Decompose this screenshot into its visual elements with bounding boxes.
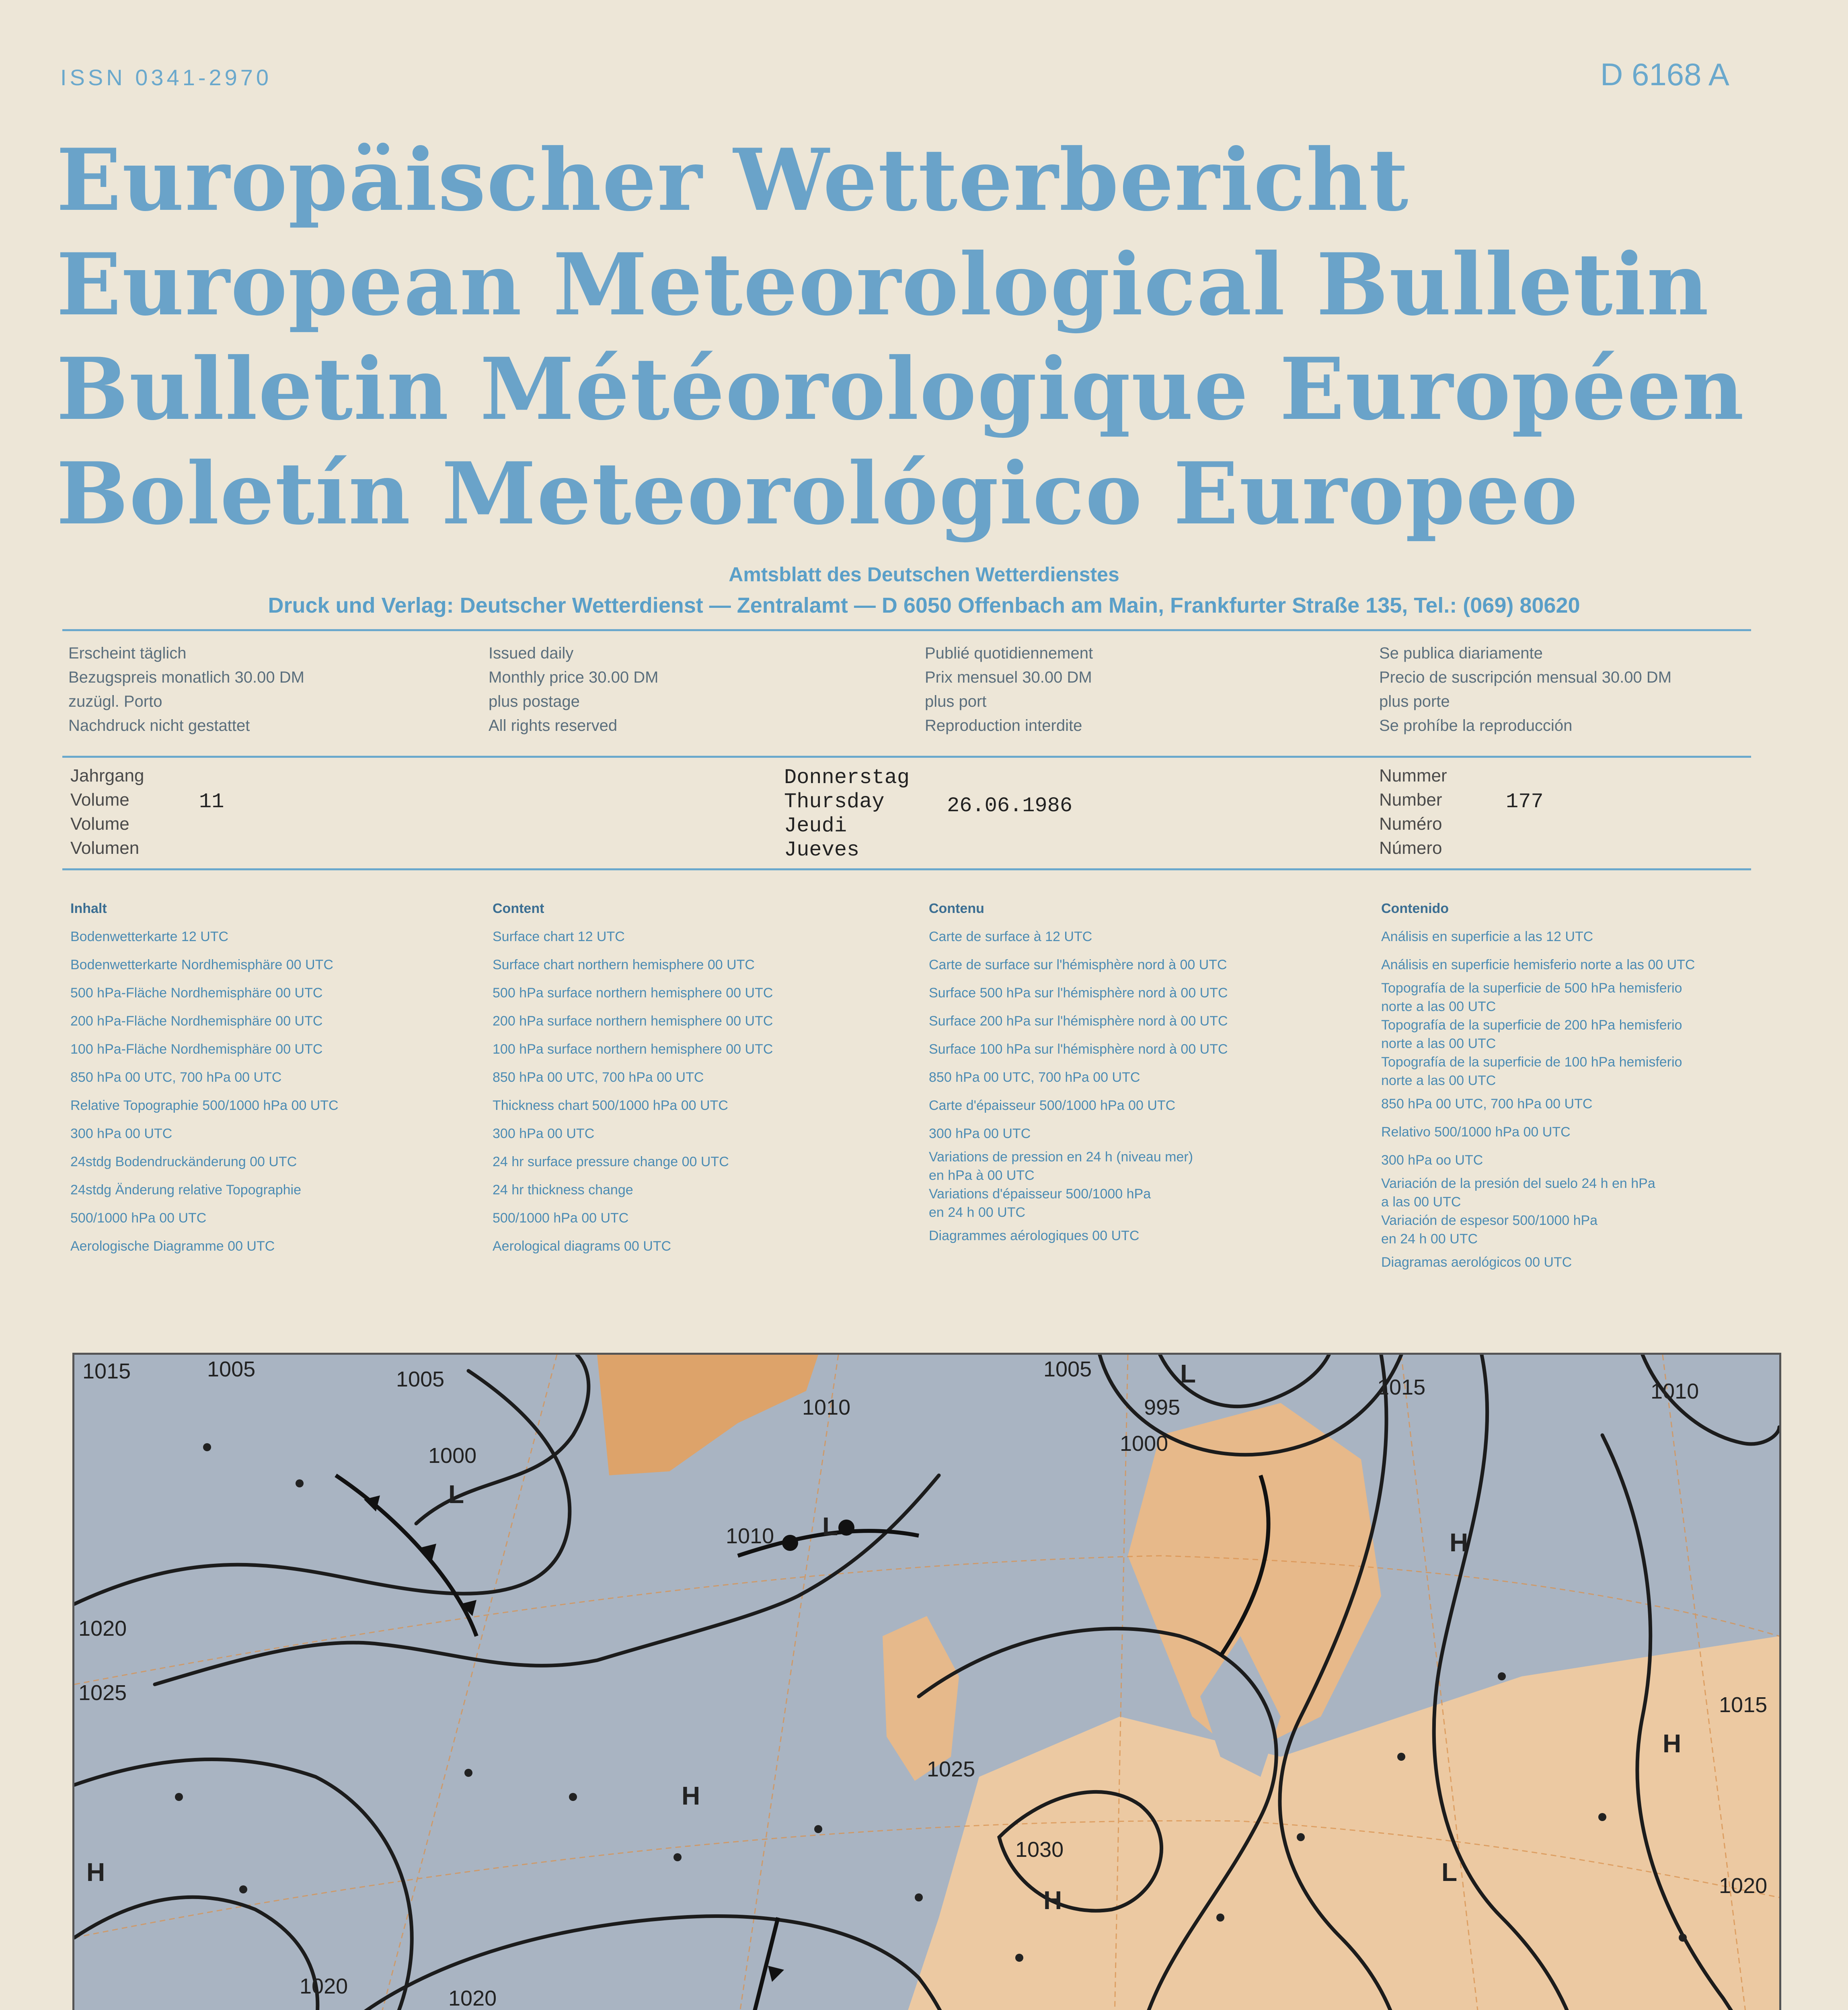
contents-item: norte a las 00 UTC: [1381, 1073, 1496, 1088]
contents-item: 500/1000 hPa 00 UTC: [70, 1210, 207, 1226]
title-spanish: Boletín Meteorológico Europeo: [56, 443, 1579, 544]
subscription-line: Reproduction interdite: [925, 717, 1082, 734]
contents-item: Surface 200 hPa sur l'hémisphère nord à 00 UTC: [929, 1013, 1228, 1029]
number-label: Number: [1379, 790, 1442, 810]
contents-item: 100 hPa-Fläche Nordhemisphäre 00 UTC: [70, 1042, 323, 1057]
issn: ISSN 0341-2970: [60, 65, 272, 90]
isobar-label: 1005: [1043, 1357, 1092, 1381]
isobar-label: 1010: [726, 1524, 774, 1548]
contents-item: 500 hPa-Fläche Nordhemisphäre 00 UTC: [70, 985, 323, 1001]
subscription-german: [68, 641, 304, 738]
contents-item: Aerological diagrams 00 UTC: [493, 1239, 671, 1254]
contents-item: 24 hr surface pressure change 00 UTC: [493, 1154, 729, 1169]
official-gazette: Amtsblatt des Deutschen Wetterdienstes: [729, 563, 1119, 586]
publication-code: D 6168 A: [1600, 57, 1729, 92]
contents-item: Bodenwetterkarte Nordhemisphäre 00 UTC: [70, 957, 333, 972]
subscription-english: [489, 641, 658, 738]
number-labels: [1379, 764, 1447, 860]
station-dot: [1397, 1753, 1405, 1761]
contents-item: Análisis en superficie hemisferio norte a las 00 UTC: [1381, 957, 1695, 972]
low-center: L: [822, 1512, 838, 1541]
isobar-line: [74, 1371, 570, 1604]
contents-heading: Contenido: [1381, 901, 1449, 916]
contents-item: 500 hPa surface northern hemisphere 00 UTC: [493, 985, 773, 1001]
contents-item: Carte de surface sur l'hémisphère nord à 00 UTC: [929, 957, 1227, 972]
contents-item: Topografía de la superficie de 100 hPa hemisferio: [1381, 1054, 1682, 1070]
isobar-label: 1020: [78, 1616, 127, 1641]
title-german: Europäischer Wetterbericht: [56, 130, 1409, 230]
station-dot: [464, 1769, 472, 1777]
isobar-label: 1025: [78, 1681, 127, 1705]
station-dot: [1015, 1954, 1023, 1962]
subscription-line: Nachdruck nicht gestattet: [68, 717, 250, 734]
contents-item: Relative Topographie 500/1000 hPa 00 UTC: [70, 1098, 339, 1113]
low-center: L: [1441, 1858, 1458, 1887]
contents-item: 850 hPa 00 UTC, 700 hPa 00 UTC: [1381, 1096, 1593, 1112]
subscription-line: Bezugspreis monatlich 30.00 DM: [68, 669, 304, 686]
contents-item: Variations d'épaisseur 500/1000 hPa: [929, 1186, 1151, 1202]
contents-item: 300 hPa 00 UTC: [70, 1126, 172, 1141]
weekday: Jeudi: [784, 814, 847, 838]
low-center: L: [448, 1480, 464, 1509]
cold-front: [718, 1918, 778, 2010]
station-dot: [1297, 1833, 1305, 1841]
subscription-line: Issued daily: [489, 644, 574, 662]
contents-item: en 24 h 00 UTC: [1381, 1231, 1478, 1247]
contents-item: norte a las 00 UTC: [1381, 1036, 1496, 1051]
subscription-line: plus postage: [489, 693, 580, 710]
contents-heading: Contenu: [929, 901, 984, 916]
subscription-line: All rights reserved: [489, 717, 618, 734]
contents-item: Aerologische Diagramme 00 UTC: [70, 1239, 275, 1254]
isobar-line: [74, 1897, 318, 2010]
station-dot: [175, 1793, 183, 1801]
number-label: Número: [1379, 838, 1442, 858]
contents-item: Topografía de la superficie de 200 hPa hemisferio: [1381, 1017, 1682, 1033]
subscription-spanish: [1379, 641, 1671, 738]
low-center: L: [1180, 1359, 1196, 1388]
isobar-label: 1005: [396, 1367, 445, 1391]
contents-item: Bodenwetterkarte 12 UTC: [70, 929, 229, 944]
map-drawing: [74, 1355, 1779, 2010]
volume-labels: [70, 764, 144, 860]
high-center: H: [1663, 1729, 1682, 1758]
volume-label: Volume: [70, 814, 129, 834]
contents-item: Carte d'épaisseur 500/1000 hPa 00 UTC: [929, 1098, 1176, 1113]
isobar-label: 1020: [448, 1986, 497, 2010]
contents-item: Variations de pression en 24 h (niveau mer): [929, 1149, 1193, 1165]
front-semicircle: [782, 1535, 798, 1551]
contents-german: [70, 894, 339, 1260]
contents-item: en 24 h 00 UTC: [929, 1205, 1026, 1220]
divider: [62, 868, 1751, 870]
high-center: H: [86, 1858, 105, 1887]
issue-number: 177: [1506, 790, 1544, 814]
high-center: H: [1043, 1886, 1062, 1915]
volume-label: Jahrgang: [70, 766, 144, 786]
contents-spanish: [1381, 894, 1695, 1276]
title-french: Bulletin Météorologique Européen: [56, 339, 1745, 439]
contents-item: 300 hPa 00 UTC: [493, 1126, 595, 1141]
contents-item: Thickness chart 500/1000 hPa 00 UTC: [493, 1098, 728, 1113]
isobar-line: [155, 1475, 939, 1684]
contents-english: [493, 894, 773, 1260]
subscription-line: Prix mensuel 30.00 DM: [925, 669, 1092, 686]
contents-item: 24stdg Bodendruckänderung 00 UTC: [70, 1154, 297, 1169]
contents-item: Surface chart northern hemisphere 00 UTC: [493, 957, 755, 972]
isobar-label: 1025: [927, 1757, 975, 1781]
volume-value: 11: [199, 790, 224, 814]
contents-item: Surface 500 hPa sur l'hémisphère nord à 00 UTC: [929, 985, 1228, 1001]
station-dot: [915, 1893, 923, 1901]
isobar-label: 1020: [300, 1974, 348, 1998]
station-dot: [1598, 1813, 1606, 1821]
volume-label: Volume: [70, 790, 129, 810]
number-label: Numéro: [1379, 814, 1442, 834]
station-dot: [203, 1443, 211, 1451]
weekday-names: [784, 766, 910, 862]
isobar-label: 1030: [1015, 1838, 1064, 1862]
subscription-line: zuzügl. Porto: [68, 693, 162, 710]
contents-item: 300 hPa oo UTC: [1381, 1153, 1483, 1168]
contents-item: Relativo 500/1000 hPa 00 UTC: [1381, 1124, 1571, 1140]
subscription-line: Publié quotidiennement: [925, 644, 1093, 662]
contents-item: 24stdg Änderung relative Topographie: [70, 1182, 302, 1198]
contents-item: Diagrammes aérologiques 00 UTC: [929, 1228, 1140, 1243]
divider: [62, 629, 1751, 631]
contents-item: 850 hPa 00 UTC, 700 hPa 00 UTC: [929, 1070, 1140, 1085]
subscription-line: plus port: [925, 693, 987, 710]
contents-item: 100 hPa surface northern hemisphere 00 UTC: [493, 1042, 773, 1057]
contents-item: 24 hr thickness change: [493, 1182, 633, 1198]
high-center: H: [1450, 1528, 1468, 1557]
number-label: Nummer: [1379, 766, 1447, 786]
isobar-label: 995: [1144, 1395, 1181, 1419]
isobar-label: 1010: [802, 1395, 851, 1419]
subscription-line: Se prohíbe la reproducción: [1379, 717, 1573, 734]
high-center: H: [682, 1781, 700, 1810]
isobar-line: [74, 1759, 412, 2010]
contents-item: Análisis en superficie a las 12 UTC: [1381, 929, 1593, 944]
subscription-line: plus porte: [1379, 693, 1450, 710]
station-dot: [296, 1479, 304, 1487]
contents-item: Variación de la presión del suelo 24 h en hPa: [1381, 1176, 1655, 1191]
front-triangle: [768, 1966, 784, 1982]
greenland-land: [597, 1355, 818, 1475]
longitude-line: [235, 1355, 557, 2010]
subscription-line: Erscheint täglich: [68, 644, 187, 662]
contents-item: 500/1000 hPa 00 UTC: [493, 1210, 629, 1226]
subscription-line: Monthly price 30.00 DM: [489, 669, 659, 686]
isobar-label: 1020: [1719, 1874, 1768, 1898]
contents-item: 200 hPa surface northern hemisphere 00 UTC: [493, 1013, 773, 1029]
britain-land: [883, 1616, 959, 1781]
contents-item: Surface chart 12 UTC: [493, 929, 625, 944]
station-dot: [673, 1853, 682, 1861]
contents-item: Surface 100 hPa sur l'hémisphère nord à 00 UTC: [929, 1042, 1228, 1057]
issue-date: 26.06.1986: [947, 794, 1073, 818]
station-dot: [1216, 1914, 1224, 1922]
contents-item: 200 hPa-Fläche Nordhemisphäre 00 UTC: [70, 1013, 323, 1029]
contents-french: [929, 894, 1228, 1250]
station-dot: [569, 1793, 577, 1801]
divider: [62, 756, 1751, 758]
subscription-french: [925, 641, 1093, 738]
contents-item: norte a las 00 UTC: [1381, 999, 1496, 1014]
isobar-label: 1015: [82, 1359, 131, 1383]
surface-chart-map: [72, 1353, 1781, 2010]
contents-heading: Content: [493, 901, 544, 916]
contents-item: 850 hPa 00 UTC, 700 hPa 00 UTC: [493, 1070, 704, 1085]
contents-item: en hPa à 00 UTC: [929, 1168, 1035, 1183]
station-dot: [1498, 1672, 1506, 1680]
contents-heading: Inhalt: [70, 901, 107, 916]
weekday: Thursday: [784, 790, 885, 814]
volume-label: Volumen: [70, 838, 140, 858]
contents-item: Carte de surface à 12 UTC: [929, 929, 1092, 944]
weekday: Jueves: [784, 838, 860, 862]
contents-item: 300 hPa 00 UTC: [929, 1126, 1031, 1141]
subscription-line: Se publica diariamente: [1379, 644, 1543, 662]
subscription-line: Precio de suscripción mensual 30.00 DM: [1379, 669, 1672, 686]
publisher-line: Druck und Verlag: Deutscher Wetterdienst — Zentralamt — D 6050 Offenbach am Main, Frankfurter Straße 135, Tel.: (069) 80620: [268, 593, 1580, 617]
contents-item: 850 hPa 00 UTC, 700 hPa 00 UTC: [70, 1070, 282, 1085]
isobar-label: 1000: [1120, 1432, 1168, 1456]
isobar-line: [356, 1916, 967, 2010]
station-dot: [1679, 1934, 1687, 1942]
contents-item: Variación de espesor 500/1000 hPa: [1381, 1213, 1598, 1228]
isobar-label: 1015: [1719, 1693, 1768, 1717]
front-semicircle: [838, 1520, 854, 1536]
station-dot: [814, 1825, 822, 1833]
contents-item: Topografía de la superficie de 500 hPa hemisferio: [1381, 980, 1682, 996]
isobar-label: 1010: [1651, 1379, 1699, 1403]
weekday: Donnerstag: [784, 766, 910, 790]
contents-item: a las 00 UTC: [1381, 1194, 1461, 1210]
isobar-label: 1005: [207, 1357, 256, 1381]
title-english: European Meteorological Bulletin: [56, 234, 1710, 334]
contents-item: Diagramas aerológicos 00 UTC: [1381, 1255, 1572, 1270]
isobar-label: 1015: [1377, 1375, 1426, 1399]
isobar-label: 1000: [428, 1444, 477, 1468]
station-dot: [239, 1885, 247, 1893]
